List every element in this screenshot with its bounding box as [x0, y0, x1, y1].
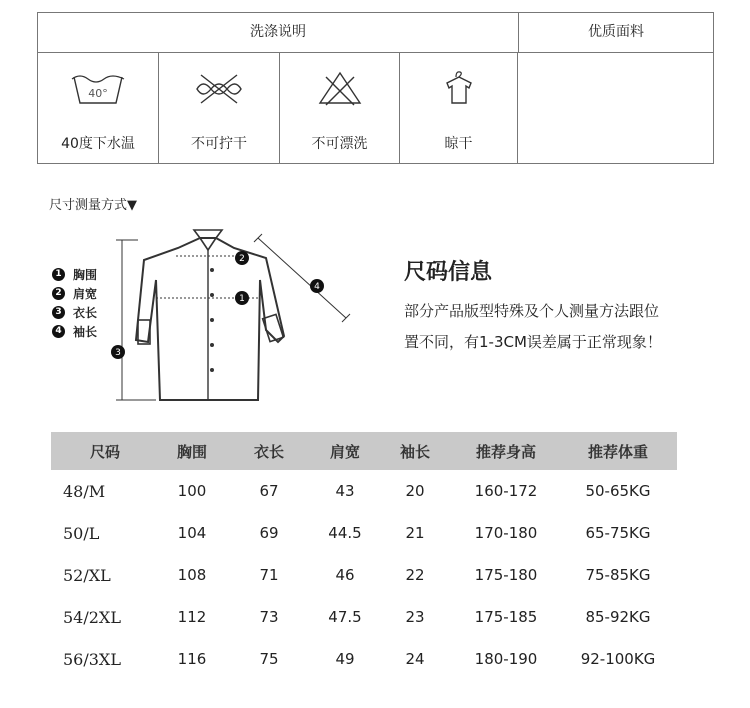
table-cell: 112 — [177, 608, 207, 626]
table-cell: 92-100KG — [580, 650, 656, 668]
table-row — [51, 596, 677, 638]
size-cell: 56/3XL — [63, 649, 121, 669]
legend-item — [52, 265, 97, 284]
column-header: 衣长 — [225, 432, 313, 470]
care-item-dry — [400, 53, 518, 164]
column-header: 推荐身高 — [453, 432, 559, 470]
table-cell: 47.5 — [328, 608, 362, 626]
table-cell: 75 — [259, 650, 279, 668]
table-cell: 160-172 — [474, 482, 538, 500]
legend-item — [52, 322, 97, 341]
care-label-wring: 不可拧干 — [191, 136, 247, 152]
table-cell: 116 — [177, 650, 207, 668]
table-row — [51, 638, 677, 680]
table-cell: 49 — [335, 650, 355, 668]
column-header: 胸围 — [159, 432, 225, 470]
column-header: 肩宽 — [313, 432, 377, 470]
measure-title: 尺寸测量方式▼ — [49, 198, 137, 213]
table-cell: 50-65KG — [585, 482, 651, 500]
marker-length — [111, 345, 125, 359]
marker-sleeve — [310, 279, 324, 293]
legend-item — [52, 303, 97, 322]
size-table-header — [51, 432, 677, 470]
table-row — [51, 470, 677, 512]
care-label-wash: 40度下水温 — [61, 136, 135, 152]
table-row — [51, 554, 677, 596]
svg-text:2: 2 — [239, 254, 245, 264]
measure-legend — [52, 265, 97, 341]
table-cell: 43 — [335, 482, 355, 500]
size-info-line: 部分产品版型特殊及个人测量方法跟位 — [404, 302, 660, 320]
legend-label: 衣长 — [73, 306, 98, 320]
legend-number: 3 — [52, 306, 65, 319]
table-cell: 20 — [405, 482, 425, 500]
legend-label: 袖长 — [73, 325, 98, 339]
table-cell: 44.5 — [328, 524, 362, 542]
size-cell: 48/M — [63, 481, 106, 501]
table-cell: 85-92KG — [585, 608, 651, 626]
table-cell: 67 — [259, 482, 279, 500]
svg-text:3: 3 — [115, 348, 121, 358]
shirt-measurement-diagram — [108, 220, 368, 410]
marker-chest — [235, 291, 249, 305]
column-header: 尺码 — [51, 432, 159, 470]
care-item-wash — [38, 53, 159, 164]
care-item-wring — [159, 53, 280, 164]
legend-label: 胸围 — [73, 268, 98, 282]
table-cell: 23 — [405, 608, 425, 626]
svg-text:1: 1 — [239, 294, 245, 304]
hang-dry-icon — [400, 69, 517, 109]
care-header-wash: 洗涤说明 — [38, 13, 519, 52]
size-info-line: 置不同，有1-3CM误差属于正常现象！ — [404, 333, 662, 351]
no-wring-icon — [159, 69, 279, 109]
table-cell: 71 — [259, 566, 279, 584]
care-label-bleach: 不可漂洗 — [311, 136, 368, 152]
table-cell: 75-85KG — [585, 566, 651, 584]
table-cell: 180-190 — [474, 650, 538, 668]
no-bleach-icon — [280, 69, 399, 109]
table-cell: 175-180 — [474, 566, 538, 584]
table-cell: 46 — [335, 566, 355, 584]
care-header-fabric: 优质面料 — [588, 24, 644, 40]
svg-text:40°: 40° — [88, 87, 108, 100]
legend-number: 2 — [52, 287, 65, 300]
size-cell: 54/2XL — [63, 607, 121, 627]
table-cell: 24 — [405, 650, 425, 668]
table-cell: 65-75KG — [585, 524, 651, 542]
legend-item — [52, 284, 97, 303]
table-cell: 170-180 — [474, 524, 538, 542]
legend-number: 1 — [52, 268, 65, 281]
table-row — [51, 512, 677, 554]
size-info-note — [404, 296, 724, 358]
table-cell: 175-185 — [474, 608, 538, 626]
table-cell: 108 — [177, 566, 207, 584]
legend-number: 4 — [52, 325, 65, 338]
legend-label: 肩宽 — [73, 287, 98, 301]
table-cell: 21 — [405, 524, 425, 542]
care-label-dry: 晾干 — [444, 136, 473, 152]
column-header: 袖长 — [377, 432, 453, 470]
column-header: 推荐体重 — [559, 432, 677, 470]
table-cell: 100 — [177, 482, 207, 500]
size-info-title: 尺码信息 — [404, 260, 493, 285]
table-cell: 73 — [259, 608, 279, 626]
table-cell: 22 — [405, 566, 425, 584]
table-cell: 104 — [177, 524, 207, 542]
marker-shoulder — [235, 251, 249, 265]
care-item-bleach — [280, 53, 400, 164]
table-cell: 69 — [259, 524, 279, 542]
care-table — [37, 12, 714, 164]
size-cell: 50/L — [63, 523, 100, 543]
care-header — [38, 13, 713, 53]
wash-40-icon — [38, 69, 158, 109]
size-table — [51, 432, 677, 680]
size-cell: 52/XL — [63, 565, 111, 585]
svg-text:4: 4 — [314, 282, 320, 292]
